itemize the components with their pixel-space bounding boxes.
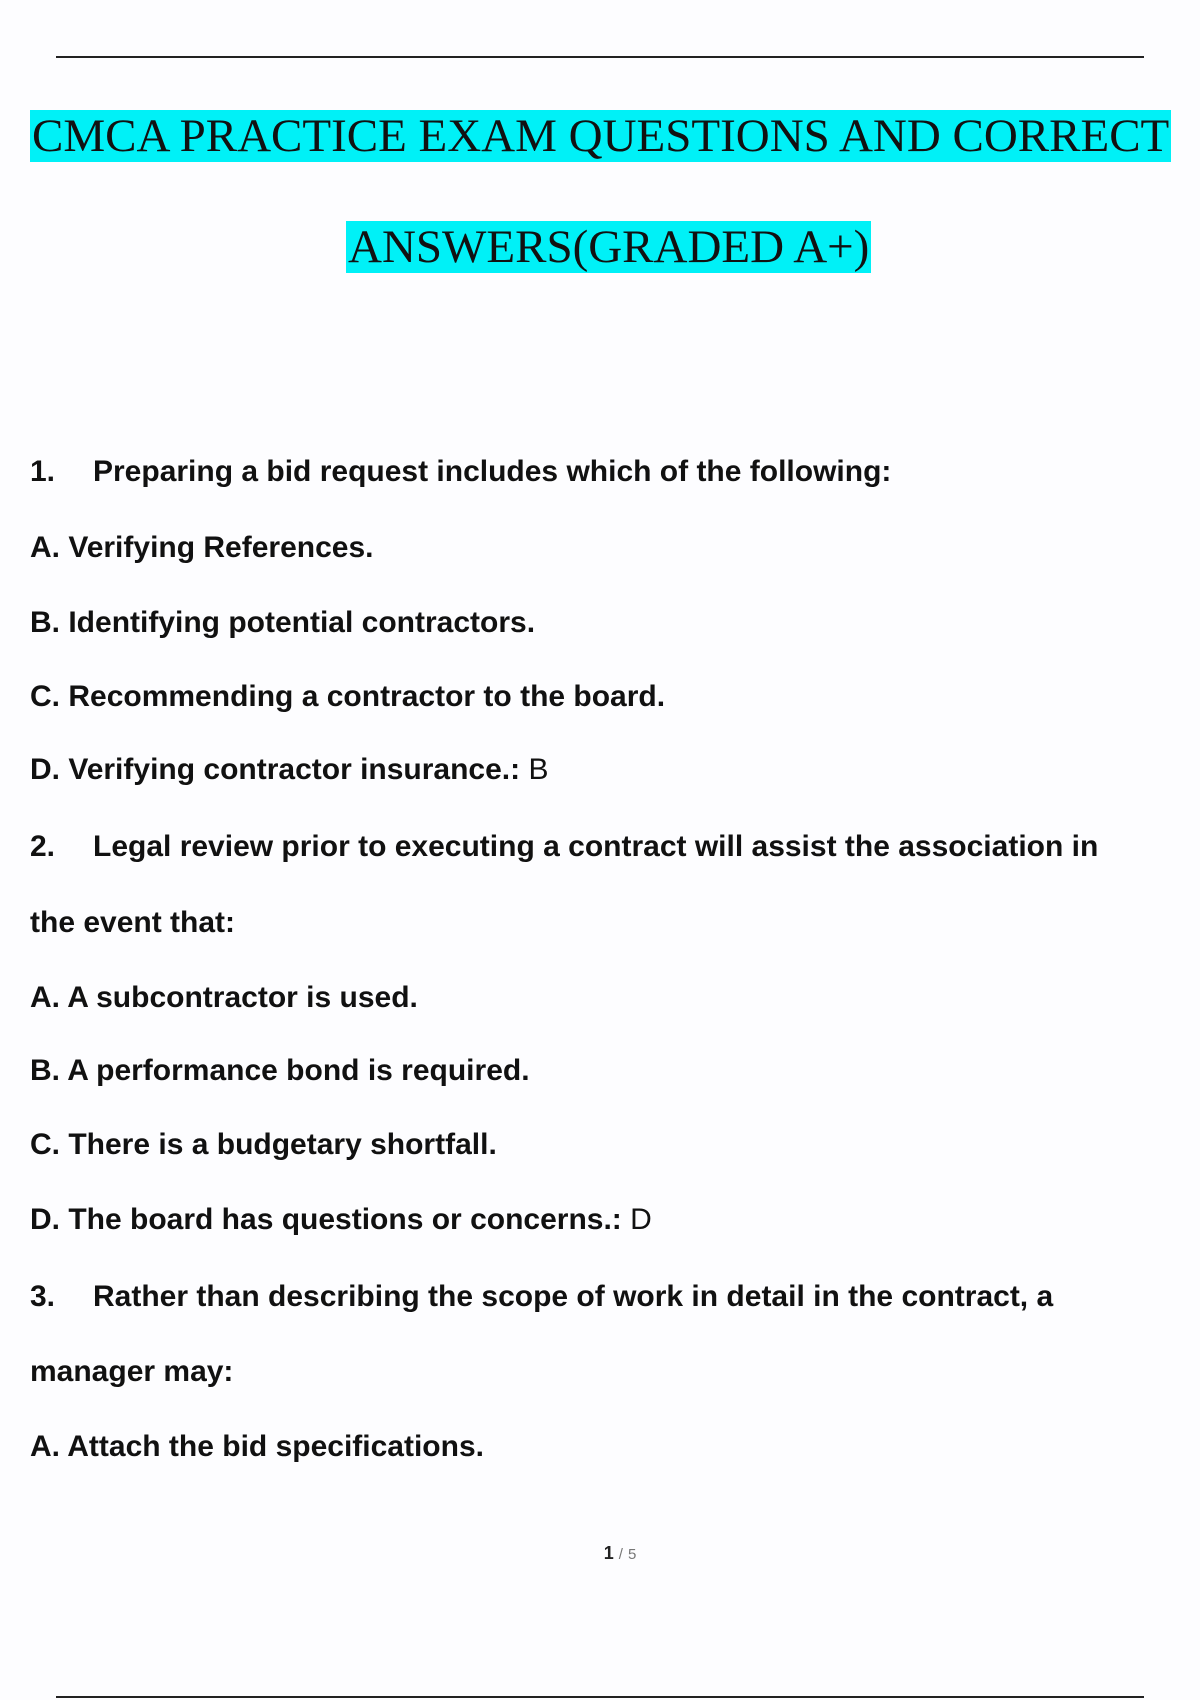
question-1-option-a: A. Verifying References. [30,531,374,564]
question-2-answer: D [630,1203,652,1236]
bottom-rule [56,1696,1144,1698]
question-2-option-d: D. The board has questions or concerns.: D [30,1203,652,1236]
question-2: 2. Legal review prior to executing a contract will assist the association in [30,830,1099,863]
question-1-answer: B [528,753,549,786]
question-1-option-b: B. Identifying potential contractors. [30,606,536,639]
question-3: 3. Rather than describing the scope of work in detail in the contract, a [30,1280,1054,1313]
document-title-line-2: ANSWERS(GRADED A+) [348,221,870,273]
question-2-option-c: C. There is a budgetary shortfall. [30,1128,497,1161]
question-2-option-b: B. A performance bond is required. [30,1054,530,1087]
question-1-option-d: D. Verifying contractor insurance.: B [30,753,549,786]
question-3-option-a: A. Attach the bid specifications. [30,1430,484,1463]
question-1-option-c: C. Recommending a contractor to the board. [30,680,666,713]
question-2-continuation: the event that: [30,906,236,939]
question-2-option-a: A. A subcontractor is used. [30,981,418,1014]
page-indicator: 1 / 5 [603,1543,637,1563]
question-1: 1. Preparing a bid request includes which of the following: [30,455,892,488]
document-title-line-1: CMCA PRACTICE EXAM QUESTIONS AND CORRECT [32,110,1170,162]
question-3-continuation: manager may: [30,1355,234,1388]
top-rule [56,56,1144,58]
